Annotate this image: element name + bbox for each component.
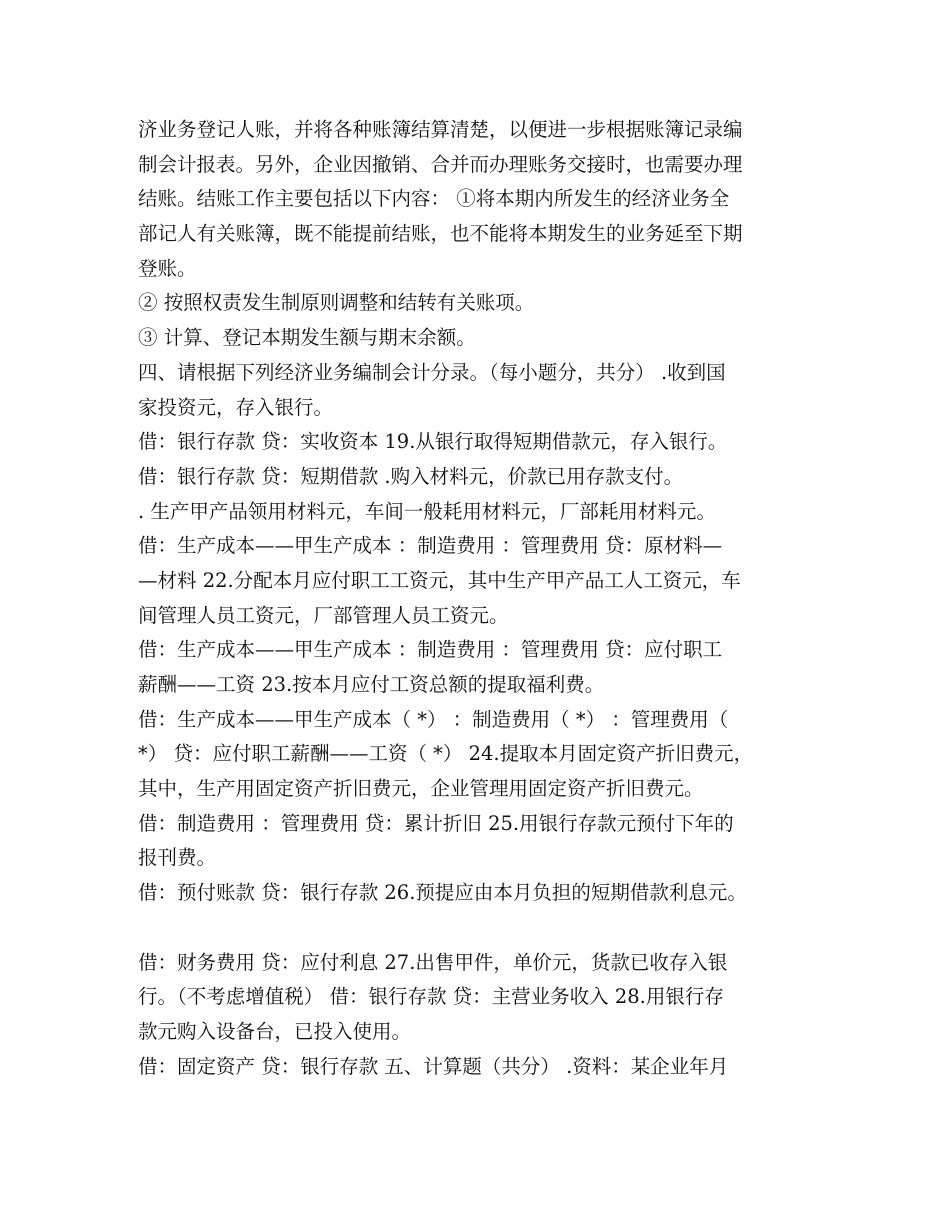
journal-entry-line: 借：银行存款 贷：短期借款 .购入材料元，价款已用存款支付。: [138, 464, 684, 488]
journal-entry-line: 借：生产成本——甲生产成本（ *） ：制造费用（ *） ：管理费用（: [138, 707, 729, 731]
document-body: [138, 113, 838, 1084]
journal-entry-line: 借：制造费用 ：管理费用 贷：累计折旧 25.用银行存款元预付下年的: [138, 811, 734, 835]
text-line: 部记人有关账簿，既不能提前结账，也不能将本期发生的业务延至下期: [138, 222, 743, 246]
journal-entry-line: 借：预付账款 贷：银行存款 26.预提应由本月负担的短期借款利息元。: [138, 881, 747, 905]
text-line: . 生产甲产品领用材料元，车间一般耗用材料元，厂部耗用材料元。: [138, 499, 716, 523]
text-line: —材料 22.分配本月应付职工工资元，其中生产甲产品工人工资元，车: [138, 568, 741, 592]
journal-entry-line: 借：银行存款 贷：实收资本 19.从银行取得短期借款元，存入银行。: [138, 430, 728, 454]
text-line: 登账。: [138, 256, 197, 280]
text-line: 家投资元，存入银行。: [138, 395, 334, 419]
text-line: 薪酬——工资 23.按本月应付工资总额的提取福利费。: [138, 673, 605, 696]
text-line: ② 按照权责发生制原则调整和结转有关账项。: [138, 291, 535, 315]
text-line: 济业务登记人账，并将各种账簿结算清楚，以便进一步根据账簿记录编: [138, 118, 743, 141]
text-line: 制会计报表。另外，企业因撤销、合并而办理账务交接时，也需要办理: [138, 152, 743, 176]
text-line: 报刊费。: [138, 846, 217, 870]
journal-entry-line: 借：生产成本——甲生产成本 ：制造费用 ：管理费用 贷：应付职工: [138, 638, 723, 662]
journal-entry-line: 借：生产成本——甲生产成本 ：制造费用 ：管理费用 贷：原材料—: [138, 534, 723, 558]
text-line: *） 贷：应付职工薪酬——工资（ *） 24.提取本月固定资产折旧费元，: [138, 742, 754, 766]
text-line: ③ 计算、登记本期发生额与期末余额。: [138, 326, 476, 350]
text-line: 结账。结账工作主要包括以下内容： ①将本期内所发生的经济业务全: [138, 187, 730, 211]
section-heading-line: 四、请根据下列经济业务编制会计分录。（每小题分，共分） .收到国: [138, 360, 726, 384]
text-line: 其中，生产用固定资产折旧费元，企业管理用固定资产折旧费元。: [138, 777, 704, 801]
text-line: 款元购入设备台，已投入使用。: [138, 1019, 412, 1043]
text-line: 行。（不考虑增值税） 借：银行存款 贷：主营业务收入 28.用银行存: [138, 985, 724, 1009]
text-line: 间管理人员工资元，厂部管理人员工资元。: [138, 603, 509, 627]
journal-entry-line: 借：财务费用 贷：应付利息 27.出售甲件，单价元，货款已收存入银: [138, 950, 728, 974]
blank-line: [138, 911, 838, 946]
journal-entry-line: 借：固定资产 贷：银行存款 五、计算题（共分） .资料：某企业年月: [138, 1054, 729, 1078]
